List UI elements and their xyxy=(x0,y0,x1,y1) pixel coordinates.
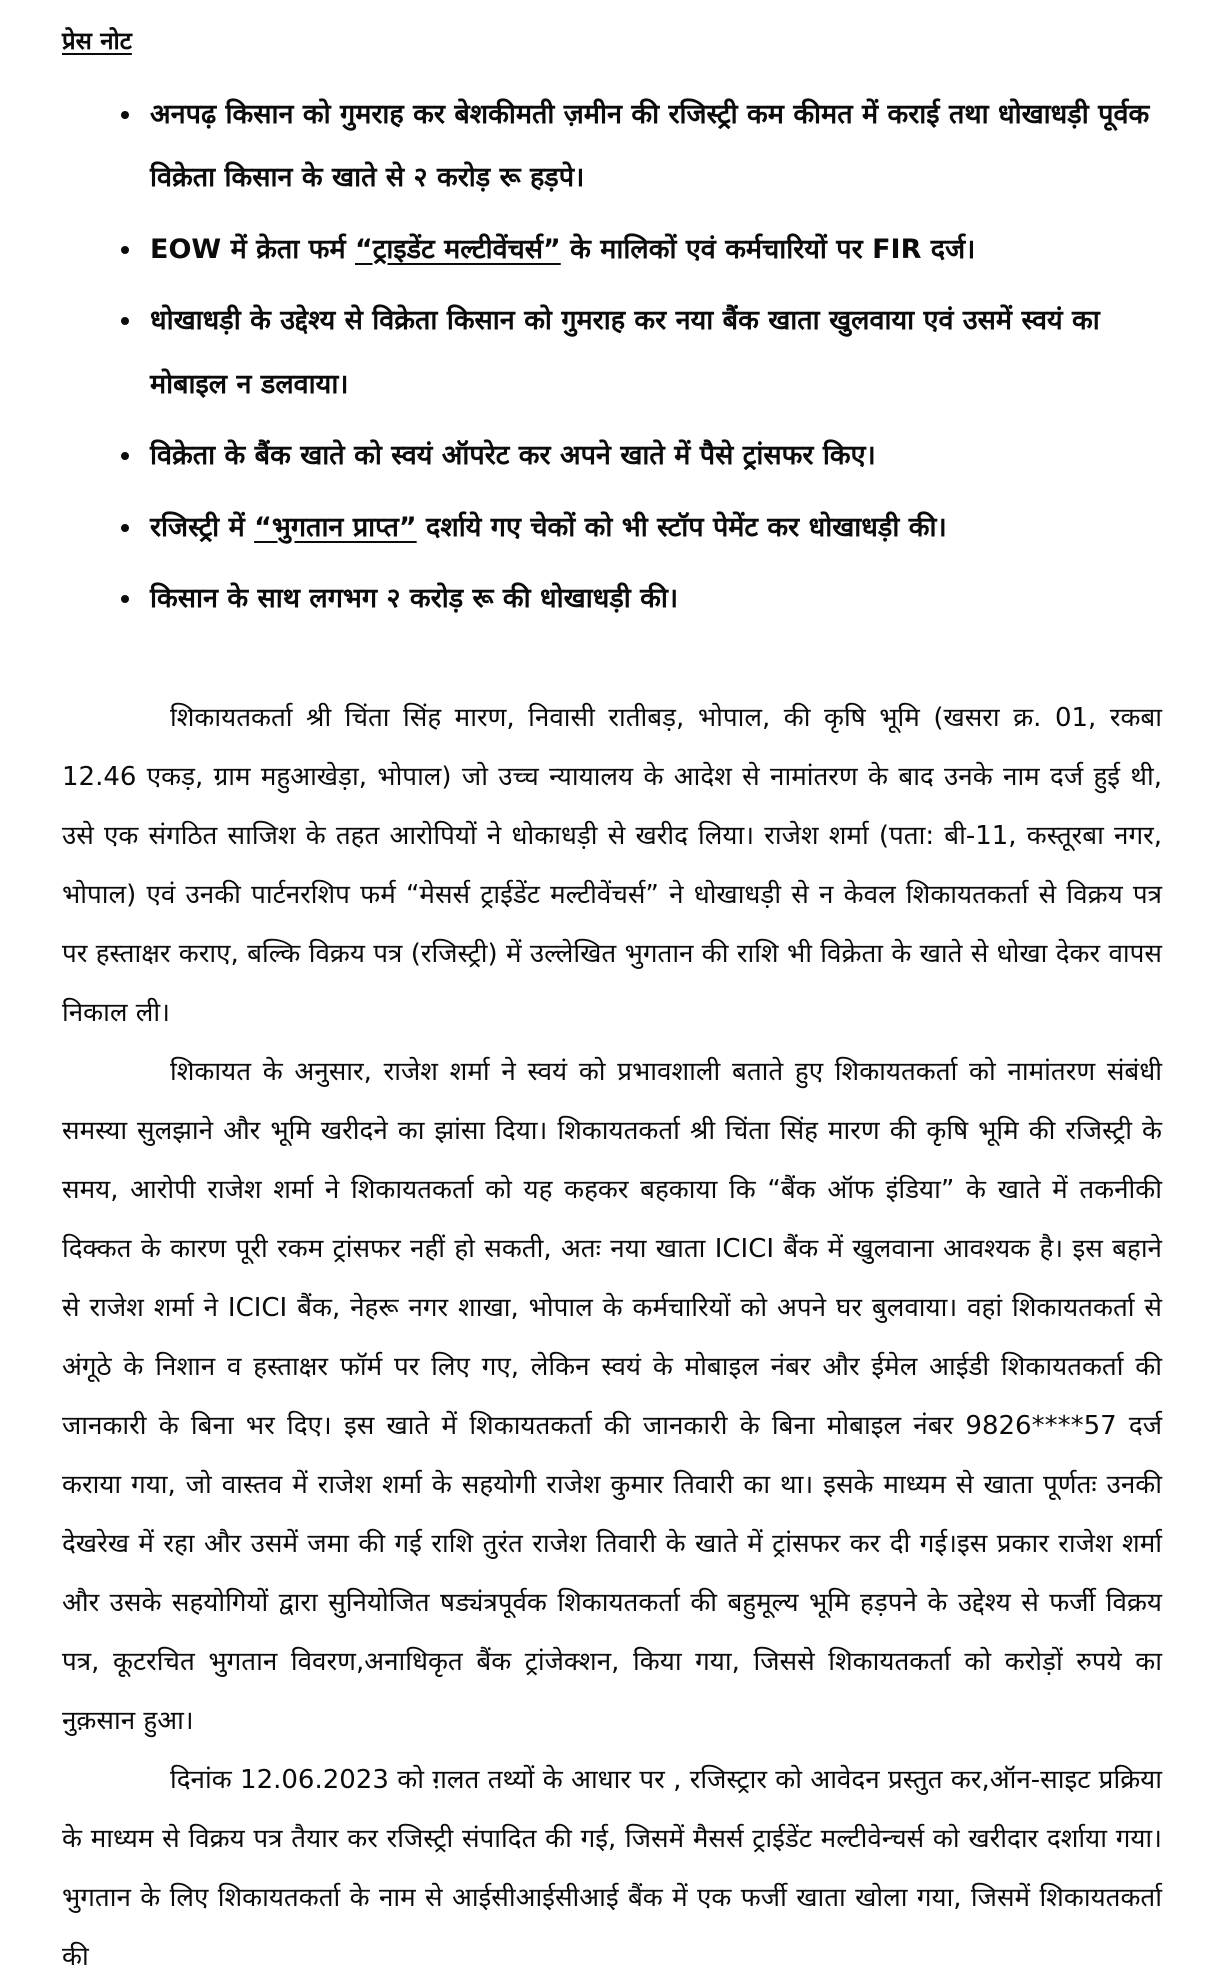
bullet-item xyxy=(144,218,1162,281)
bullet-text: धोखाधड़ी के उद्देश्य से विक्रेता किसान को गुमराह कर नया बैंक खाता खुलवाया एवं उसमें स्वयं का मोबाइल न डलवाया। xyxy=(150,305,1100,400)
bullet-text-underlined: “ट्राइडेंट मल्टीवेंचर्स” xyxy=(355,233,561,265)
bullet-item xyxy=(144,424,1162,487)
bullet-text: EOW में क्रेता फर्म xyxy=(150,233,356,265)
bullet-text: के मालिकों एवं कर्मचारियों पर FIR दर्ज। xyxy=(560,233,976,265)
paragraph: शिकायतकर्ता श्री चिंता सिंह मारण, निवासी रातीबड़, भोपाल, की कृषि भूमि (खसरा क्र. 01, रकबा 12.46 एकड़, ग्राम महुआखेड़ा, भोपाल) जो उच्च न्यायालय के आदेश से नामांतरण के बाद उनके नाम दर्ज हुई थी, उसे एक संगठित साजिश के तहत आरोपियों ने धोकाधड़ी से खरीद लिया। राजेश शर्मा (पता: बी-11, कस्तूरबा नगर, भोपाल) एवं उनकी पार्टनरशिप फर्म “मेसर्स ट्राईडेंट मल्टीवेंचर्स” ने धोखाधड़ी से न केवल शिकायतकर्ता से विक्रय पत्र पर हस्ताक्षर कराए, बल्कि विक्रय पत्र (रजिस्ट्री) में उल्लेखित भुगतान की राशि भी विक्रेता के खाते से धोखा देकर वापस निकाल ली। xyxy=(62,702,1162,1028)
paragraph: दिनांक 12.06.2023 को ग़लत तथ्यों के आधार पर , रजिस्ट्रार को आवेदन प्रस्तुत कर,ऑन-साइट प्रक्रिया के माध्यम से विक्रय पत्र तैयार कर रजिस्ट्री संपादित की गई, जिसमें मैसर्स ट्राईडेंट मल्टीवेन्चर्स को खरीदार दर्शाया गया। भुगतान के लिए शिकायतकर्ता के नाम से आईसीआईसीआई बैंक में एक फर्जी खाता खोला गया, जिसमें शिकायतकर्ता की xyxy=(62,1764,1162,1972)
bullet-text-underlined: “भुगतान प्राप्त” xyxy=(254,511,417,543)
bullet-list xyxy=(62,83,1162,631)
bullet-item xyxy=(144,83,1162,210)
bullet-text: किसान के साथ लगभग २ करोड़ रू की धोखाधड़ी की। xyxy=(150,583,679,615)
bullet-item xyxy=(144,289,1162,416)
bullet-item xyxy=(144,567,1162,630)
paragraph: शिकायत के अनुसार, राजेश शर्मा ने स्वयं को प्रभावशाली बताते हुए शिकायतकर्ता को नामांतरण संबंधी समस्या सुलझाने और भूमि खरीदने का झांसा दिया। शिकायतकर्ता श्री चिंता सिंह मारण की कृषि भूमि की रजिस्ट्री के समय, आरोपी राजेश शर्मा ने शिकायतकर्ता को यह कहकर बहकाया कि “बैंक ऑफ इंडिया” के खाते में तकनीकी दिक्कत के कारण पूरी रकम ट्रांसफर नहीं हो सकती, अतः नया खाता ICICI बैंक में खुलवाना आवश्यक है। इस बहाने से राजेश शर्मा ने ICICI बैंक, नेहरू नगर शाखा, भोपाल के कर्मचारियों को अपने घर बुलवाया। वहां शिकायतकर्ता से अंगूठे के निशान व हस्ताक्षर फॉर्म पर लिए गए, लेकिन स्वयं के मोबाइल नंबर और ईमेल आईडी शिकायतकर्ता की जानकारी के बिना भर दिए। इस खाते में शिकायतकर्ता की जानकारी के बिना मोबाइल नंबर 9826****57 दर्ज कराया गया, जो वास्तव में राजेश शर्मा के सहयोगी राजेश कुमार तिवारी का था। इसके माध्यम से खाता पूर्णतः उनकी देखरेख में रहा और उसमें जमा की गई राशि तुरंत राजेश तिवारी के खाते में ट्रांसफर कर दी गई।इस प्रकार राजेश शर्मा और उसके सहयोगियों द्वारा सुनियोजित षड्यंत्रपूर्वक शिकायतकर्ता की बहुमूल्य भूमि हड़पने के उद्देश्य से फर्जी विक्रय पत्र, कूटरचित भुगतान विवरण,अनाधिकृत बैंक ट्रांजेक्शन, किया गया, जिससे शिकायतकर्ता को करोड़ों रुपये का नुक़सान हुआ। xyxy=(62,1056,1162,1736)
document-title: प्रेस नोट xyxy=(62,27,132,55)
bullet-text: अनपढ़ किसान को गुमराह कर बेशकीमती ज़मीन की रजिस्ट्री कम कीमत में कराई तथा धोखाधड़ी पूर्वक विक्रेता किसान के खाते से २ करोड़ रू हड़पे। xyxy=(150,99,1150,194)
paragraphs-section xyxy=(62,689,1162,1987)
bullet-text: दर्शाये गए चेकों को भी स्टॉप पेमेंट कर धोखाधड़ी की। xyxy=(416,511,947,543)
bullet-text: रजिस्ट्री में xyxy=(150,511,255,543)
bullet-item xyxy=(144,496,1162,559)
bullet-text: विक्रेता के बैंक खाते को स्वयं ऑपरेट कर अपने खाते में पैसे ट्रांसफर किए। xyxy=(150,440,876,472)
